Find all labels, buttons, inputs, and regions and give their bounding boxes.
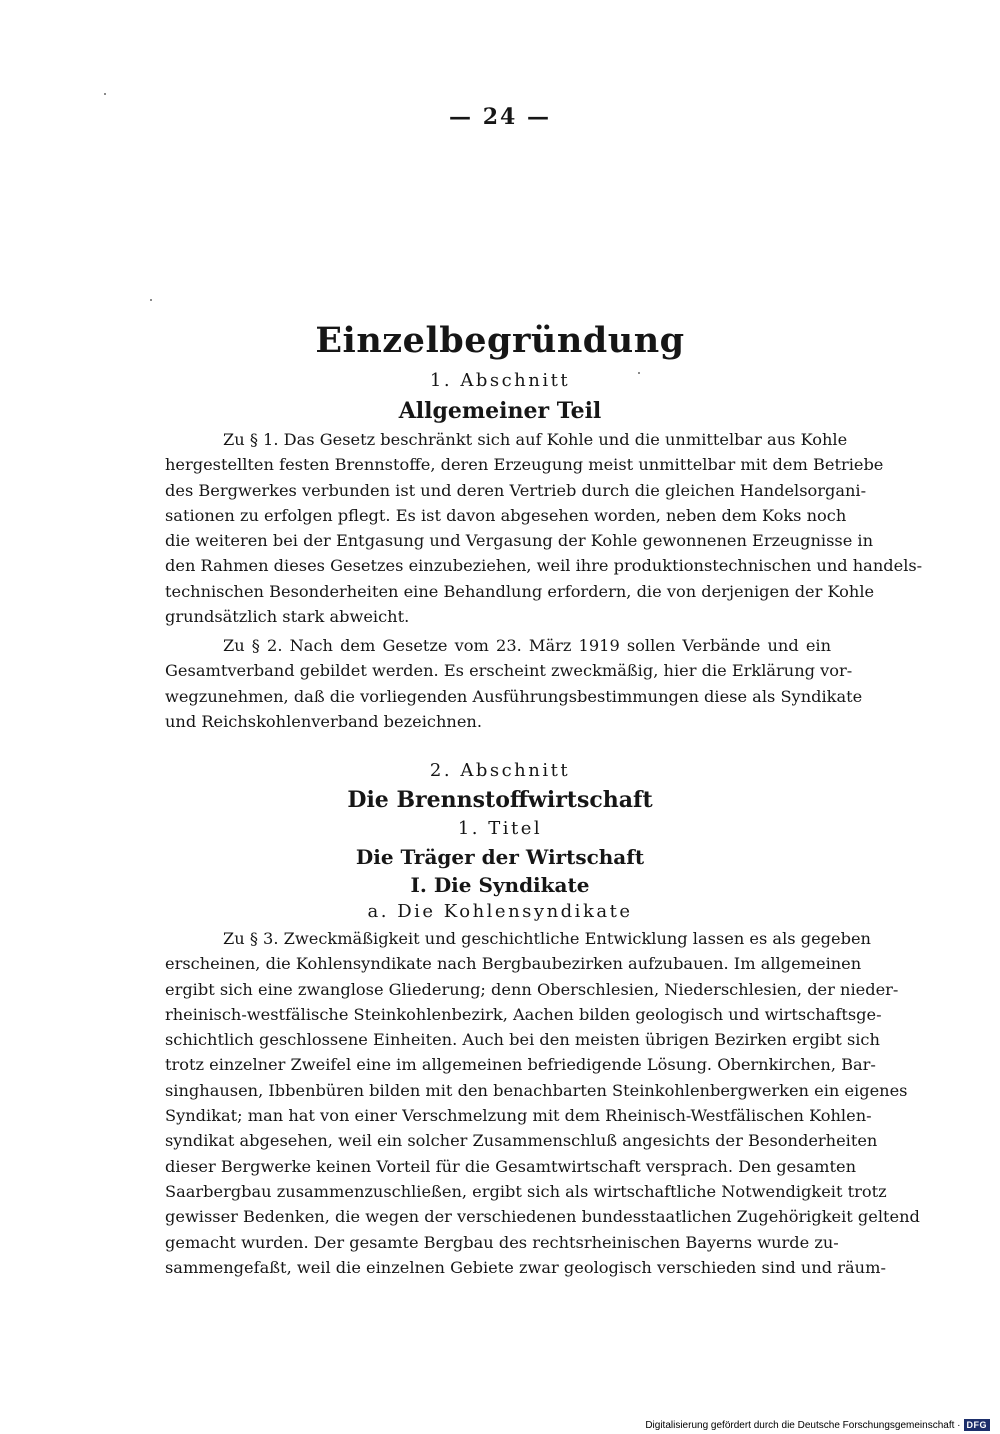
paragraph-3 xyxy=(165,926,920,1280)
paragraph-2 xyxy=(165,633,863,734)
text-line: rheinisch-westfälische Steinkohlenbezirk, Aachen bilden geologisch und wirtschaftsge- xyxy=(165,1004,882,1024)
text-line: des Bergwerkes verbunden ist und deren Vertrieb durch die gleichen Handelsorgani- xyxy=(165,480,867,500)
page-number: — 24 — xyxy=(449,104,551,130)
text-line: sammengefaßt, weil die einzelnen Gebiete zwar geologisch verschieden sind und räum- xyxy=(165,1257,886,1277)
text-line: trotz einzelner Zweifel eine im allgemeinen befriedigende Lösung. Obernkirchen, Bar- xyxy=(165,1055,876,1075)
dfg-logo: DFG xyxy=(964,1419,991,1431)
text-line: gewisser Bedenken, die wegen der verschiedenen bundesstaatlichen Zugehörigkeit geltend xyxy=(165,1207,920,1227)
text-line: ergibt sich eine zwanglose Gliederung; denn Oberschlesien, Niederschlesien, der nieder- xyxy=(165,979,899,999)
section-1-label: 1. Abschnitt xyxy=(429,370,571,391)
text-line: Syndikat; man hat von einer Verschmelzung mit dem Rheinisch-Westfälischen Kohlen- xyxy=(165,1106,872,1126)
text-line: den Rahmen dieses Gesetzes einzubeziehen, weil ihre produktionstechnischen und handels- xyxy=(165,556,923,576)
text-line: syndikat abgesehen, weil ein solcher Zusammenschluß angesichts der Besonderheiten xyxy=(165,1131,878,1151)
section-2-label: 2. Abschnitt xyxy=(429,760,571,781)
part-1-heading: I. Die Syndikate xyxy=(410,873,590,897)
text-line: Zu § 1. Das Gesetz beschränkt sich auf Kohle und die unmittelbar aus Kohle xyxy=(223,430,848,449)
main-heading: Einzelbegründung xyxy=(315,320,685,361)
text-line: singhausen, Ibbenbüren bilden mit den benachbarten Steinkohlenbergwerken ein eigenes xyxy=(165,1080,908,1100)
section-1-title: Allgemeiner Teil xyxy=(398,398,602,424)
text-line: dieser Bergwerke keinen Vorteil für die Gesamtwirtschaft versprach. Den gesamten xyxy=(165,1156,857,1176)
footer-text: Digitalisierung gefördert durch die Deutsche Forschungsgemeinschaft · xyxy=(645,1419,961,1431)
section-2-title: Die Brennstoffwirtschaft xyxy=(347,787,653,813)
paragraph-1 xyxy=(165,427,923,629)
text-line: und Reichskohlenverband bezeichnen. xyxy=(165,711,482,731)
scan-speck xyxy=(104,93,106,95)
text-line: erscheinen, die Kohlensyndikate nach Bergbaubezirken aufzubauen. Im allgemeinen xyxy=(165,954,862,974)
part-a-heading: a. Die Kohlensyndikate xyxy=(367,901,633,922)
text-line: technischen Besonderheiten eine Behandlung erfordern, die von derjenigen der Kohle xyxy=(165,581,875,601)
digitization-footer xyxy=(645,1419,990,1431)
text-line: gemacht wurden. Der gesamte Bergbau des rechtsrheinischen Bayerns wurde zu- xyxy=(165,1232,839,1252)
scan-speck xyxy=(150,299,152,301)
text-line: hergestellten festen Brennstoffe, deren Erzeugung meist unmittelbar mit dem Betriebe xyxy=(165,455,884,475)
text-line: schichtlich geschlossene Einheiten. Auch bei den meisten übrigen Bezirken ergibt sich xyxy=(165,1030,880,1050)
text-line: die weiteren bei der Entgasung und Vergasung der Kohle gewonnenen Erzeugnisse in xyxy=(165,531,874,551)
text-line: Zu § 2. Nach dem Gesetze vom 23. März 1919 sollen Verbände und ein xyxy=(223,636,831,655)
title-1-heading: Die Träger der Wirtschaft xyxy=(355,845,645,869)
title-1-label: 1. Titel xyxy=(457,818,543,839)
text-line: Zu § 3. Zweckmäßigkeit und geschichtliche Entwicklung lassen es als gegeben xyxy=(223,929,871,948)
text-line: wegzunehmen, daß die vorliegenden Ausführungsbestimmungen diese als Syndikate xyxy=(165,686,863,706)
text-line: Saarbergbau zusammenzuschließen, ergibt sich als wirtschaftliche Notwendigkeit trotz xyxy=(165,1181,887,1201)
text-line: sationen zu erfolgen pflegt. Es ist davon abgesehen worden, neben dem Koks noch xyxy=(165,505,847,525)
text-line: grundsätzlich stark abweicht. xyxy=(165,607,410,627)
text-line: Gesamtverband gebildet werden. Es erscheint zweckmäßig, hier die Erklärung vor- xyxy=(165,661,853,681)
